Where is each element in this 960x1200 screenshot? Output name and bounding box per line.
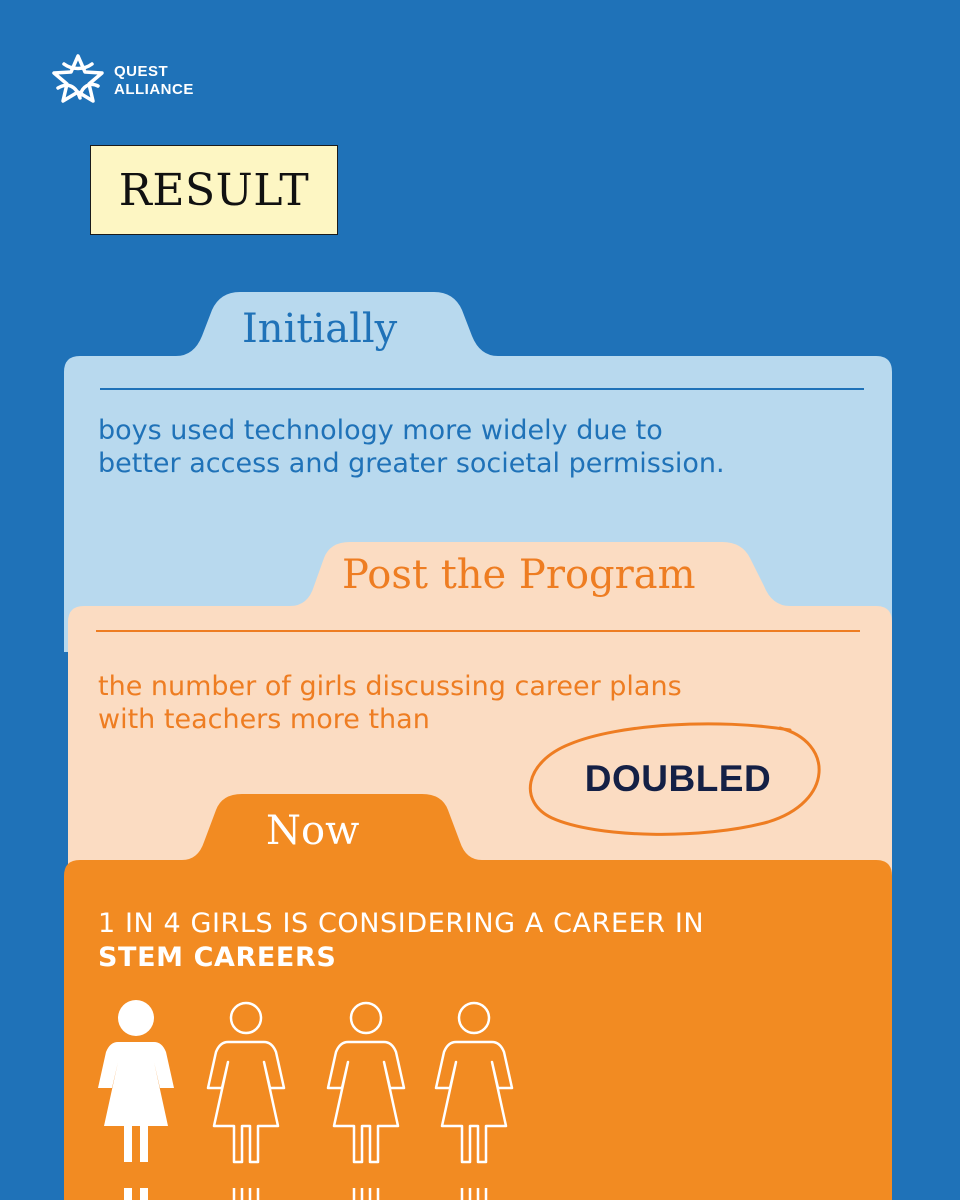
- result-heading: RESULT: [118, 164, 310, 216]
- initially-line-1: boys used technology more widely due to: [98, 415, 663, 446]
- post-program-line-1: the number of girls discussing career plans: [98, 671, 682, 702]
- result-heading-box: [90, 145, 338, 235]
- post-program-line-2: with teachers more than: [98, 704, 430, 735]
- girl-figure-icon: [326, 996, 406, 1200]
- stem-statement-line-1: 1 IN 4 GIRLS IS CONSIDERING A CAREER IN: [98, 908, 705, 939]
- logo-text-alliance: ALLIANCE: [114, 81, 194, 98]
- tab-label-post-program: Post the Program: [342, 552, 696, 598]
- quest-alliance-logo: [50, 52, 210, 106]
- initially-line-2: better access and greater societal permission.: [98, 448, 725, 479]
- divider-post-program: [96, 630, 860, 632]
- divider-initially: [100, 388, 864, 390]
- logo-text-quest: QUEST: [114, 63, 169, 80]
- doubled-text: DOUBLED: [584, 758, 772, 799]
- girl-figure-icon: [206, 996, 286, 1200]
- initially-text: [98, 414, 725, 480]
- tab-label-now: Now: [266, 808, 360, 854]
- stem-statement-line-2: STEM CAREERS: [98, 942, 337, 973]
- girl-figure-icon: [434, 996, 514, 1200]
- girl-figure-icon: [96, 996, 176, 1200]
- star-logo-icon: [50, 52, 106, 106]
- tab-label-initially: Initially: [242, 306, 398, 352]
